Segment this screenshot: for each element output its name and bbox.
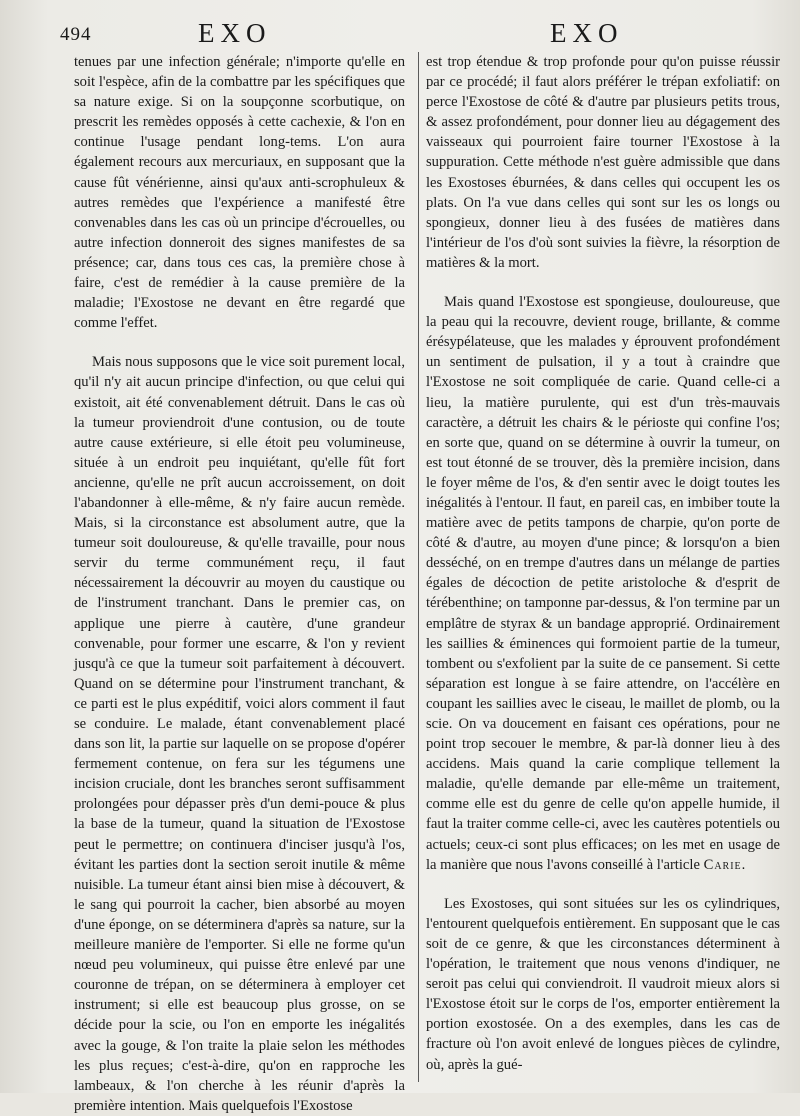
running-head-right: EXO (550, 18, 624, 48)
page-number: 494 (60, 24, 92, 45)
right-paragraph-1: est trop étendue & trop profonde pour qu'on puisse réussir par ce procédé; il faut alors préférer le trépan exfoliatif: on perce l'Exostose de côté & d'autre par plusieurs petits trous, & assez profondément, pour donner lieu au dégagement des vaisseaux qui pourroient faire tourner l'Exostose à la suppuration. Cette méthode n'est guère admissible que dans les Exostoses éburnées, & dans celles qui occupent les os plats. On l'a vue dans celles qui sont sur les os longs ou spongieux, donner lieu à des fusées de matières dans l'intérieur de l'os d'où sont suivies la fièvre, la résorption de matières & la mort. (426, 54, 780, 271)
right-paragraph-3: Les Exostoses, qui sont situées sur les os cylindriques, l'entourent quelquefois entièrement. En supposant que le cas soit de ce genre, & que les circonstances déterminent à l'opération, le traitement que nous venons d'indiquer, ne seroit pas celui qui conviendroit. Il vaudroit mieux alors si l'Exostose étoit sur le corps de l'os, emporter entièrement la portion exostosée. On a des exemples, dans les cas de fracture où l'on avoit enlevé de longues pièces de cylindre, où, après la gué- (426, 895, 780, 1073)
right-column (426, 52, 780, 1082)
left-paragraph-2: Mais nous supposons que le vice soit purement local, qu'il n'y ait aucun principe d'infection, ou que celui qui existoit, ait été convenablement détruit. Dans le cas où la tumeur proviendroit d'une contusion, ou de toute autre cause extérieure, si elle étoit peu volumineuse, située à un endroit peu inquiétant, qu'elle fût fort ancienne, qu'elle ne prît aucun accroissement, on doit l'abandonner à elle-même, & n'y faire aucun remède. Mais, si la circonstance est absolument autre, que la tumeur soit douloureuse, & qu'elle travaille, pour nous servir du terme communément reçu, il faut nécessairement la découvrir au moyen du caustique ou de l'instrument tranchant. Dans le premier cas, on applique une pierre à cautère, d'une grandeur convenable, pour former une escarre, & l'on y revient jusqu'à ce que la tumeur soit parfaitement à découvert. Quand on se détermine pour l'instrument tranchant, & ce parti est le plus expéditif, voici alors comment il faut se conduire. Le malade, étant convenablement placé dans son lit, la partie sur laquelle on se propose d'opérer fermement contenue, on fera sur les tégumens une incision cruciale, dont les branches seront suffisamment prolongées pour dépasser près d'un demi-pouce & plus la base de la tumeur, quand la situation de l'Exostose peut le permettre; on continuera d'inciser jusqu'à l'os, évitant les parties dont la section seroit inutile & même nuisible. La tumeur étant ainsi bien mise à découvert, & le sang qui pourroit la cacher, bien absorbé au moyen d'une éponge, on se déterminera d'après sa nature, sur la meilleure manière de l'emporter. Si elle ne forme qu'un nœud peu volumineux, qui puisse être enlevé par une couronne de trépan, on se déterminera à employer cet instrument; si elle est beaucoup plus grosse, on se décide pour la scie, ou l'on en emporte les inégalités avec la gouge, & l'on traite la plaie selon les méthodes les plus reçues; c'est-à-dire, qu'on en rapproche les lambeaux, & l'on cherche à les réunir d'après la première intention. Mais quelquefois l'Exostose (74, 354, 405, 1114)
right-paragraph-2 (426, 292, 780, 875)
left-paragraph-1: tenues par une infection générale; n'importe qu'elle en soit l'espèce, afin de la combattre par les spécifiques que sa nature exige. Si on la soupçonne scorbutique, on prescrit les remèdes opposés à cette cachexie, & l'on en continue l'usage pendant long-tems. L'on aura également recours aux mercuriaux, en supposant que la cause fût vénérienne, ainsi qu'aux anti-scrophuleux & autres remèdes que l'expérience a manifesté être convenables dans les cas où un principe d'écrouelles, ou autre infection donneroit des signes manifestes de sa présence; car, dans tous ces cas, la première chose à faire, c'est de remédier à la cause première de la maladie; l'Exostose ne devant en être regardé que comme l'effet. (74, 54, 405, 332)
cross-reference-carie: Carie. (703, 856, 747, 873)
column-divider (418, 52, 419, 1082)
running-head (60, 18, 778, 48)
right-paragraph-2-text: Mais quand l'Exostose est spongieuse, douloureuse, que la peau qui la recouvre, devient rouge, brillante, & comme érésypélateuse, que les malades y éprouvent profondément un sentiment de pulsation, il y a tout à craindre que l'Exostose ne soit compliquée de carie. Quand celle-ci a lieu, la matière purulente, qui est d'un très-mauvais caractère, a détruit les chairs & le périoste qui confine l'os; en sorte que, quand on se détermine à ouvrir la tumeur, on est tout étonné de se trouver, dès la première incision, dans le foyer même de l'os, & d'en sentir avec le doigt toutes les inégalités à l'entour. Il faut, en pareil cas, en imbiber toute la matière avec de petits tampons de charpie, qu'on porte de côté & d'autre, au moyen d'une pince; & lorsqu'on a bien desséché, on en trempe d'autres dans un mélange de parties égales de décoction de petite aristoloche & d'esprit de térébenthine; on tamponne par-dessus, & l'on termine par un emplâtre de styrax & un bandage approprié. Ordinairement les saillies & éminences qui formoient partie de la tumeur, tombent ou s'exfolient par la suite de ce pansement. Si cette séparation est longue à se faire attendre, on l'accélère en coupant les saillies avec le ciseau, le maillet de plomb, ou la scie. On va doucement en faisant ces opérations, pour ne point trop secouer le membre, & par-là donner lieu à des accidens. Mais quand la carie complique tellement la maladie, qu'elle demande par elle-même un traitement, comme elle est du genre de celle qu'on appelle humide, il faut la traiter comme celle-ci, avec les cautères potentiels ou actuels; ceux-ci sont plus efficaces; on les met en usage de la manière que nous l'avons conseillé à l'article (426, 294, 780, 873)
running-head-left: EXO (198, 18, 272, 48)
left-column (74, 52, 405, 1114)
